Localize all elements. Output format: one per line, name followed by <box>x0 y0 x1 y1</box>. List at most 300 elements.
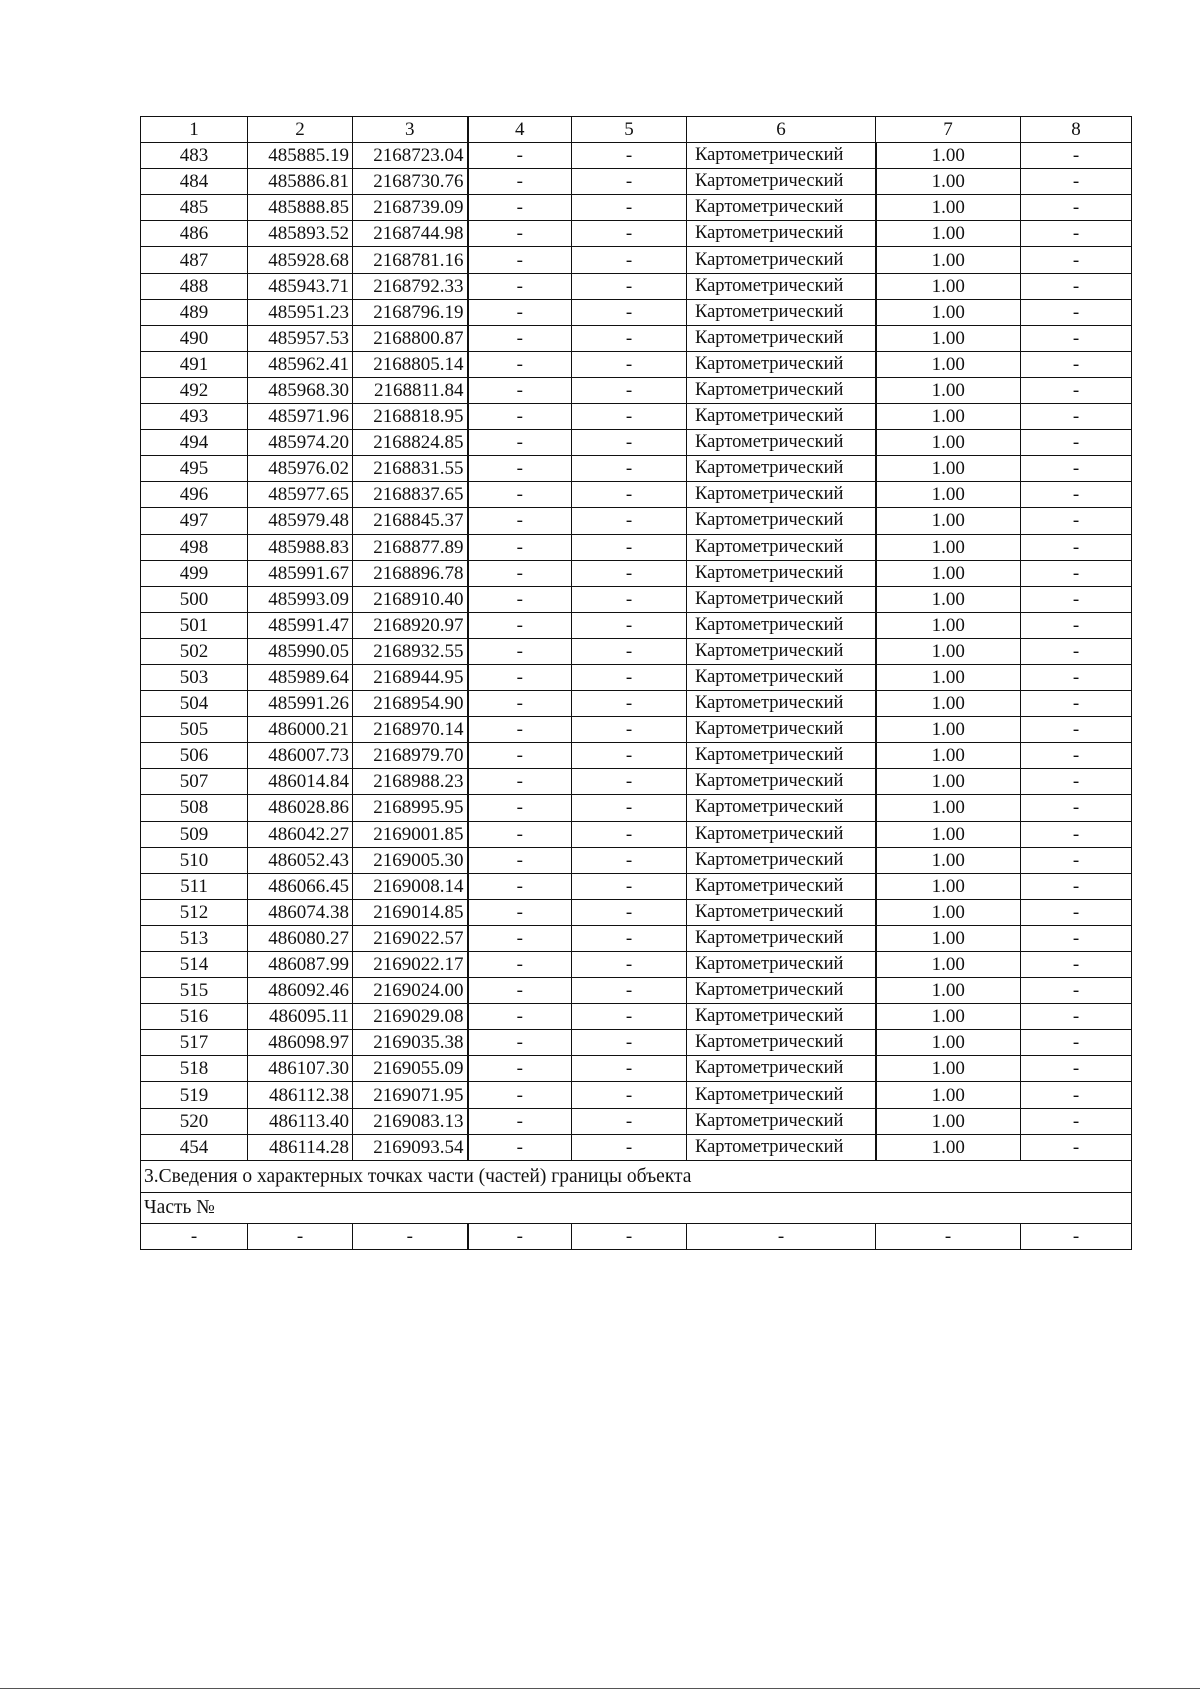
table-row <box>141 1004 1132 1030</box>
method-cell: Картометрический <box>687 351 876 377</box>
method-cell: Картометрический <box>687 795 876 821</box>
precision-cell: 1.00 <box>876 795 1021 821</box>
col-5-cell: - <box>572 717 687 743</box>
col-5-cell: - <box>572 325 687 351</box>
col-8-cell: - <box>1021 560 1132 586</box>
col-4-cell: - <box>468 1108 572 1134</box>
col-5-cell: - <box>572 1030 687 1056</box>
table-row <box>141 482 1132 508</box>
point-number-cell: 489 <box>141 299 248 325</box>
coord-x-cell: 486028.86 <box>248 795 353 821</box>
col-5-cell: - <box>572 482 687 508</box>
col-8-cell: - <box>1021 1108 1132 1134</box>
coord-y-cell: 2169001.85 <box>353 821 468 847</box>
col-4-cell: - <box>468 612 572 638</box>
col-5-cell: - <box>572 534 687 560</box>
precision-cell: 1.00 <box>876 664 1021 690</box>
precision-cell: 1.00 <box>876 769 1021 795</box>
method-cell: Картометрический <box>687 952 876 978</box>
col-5-cell: - <box>572 508 687 534</box>
method-cell: Картометрический <box>687 169 876 195</box>
coord-y-cell: 2169022.57 <box>353 925 468 951</box>
table-row <box>141 377 1132 403</box>
precision-cell: 1.00 <box>876 325 1021 351</box>
coord-y-cell: 2168811.84 <box>353 377 468 403</box>
method-cell: Картометрический <box>687 143 876 169</box>
precision-cell: 1.00 <box>876 1082 1021 1108</box>
col-4-cell: - <box>468 1030 572 1056</box>
col-5-cell: - <box>572 169 687 195</box>
precision-cell: 1.00 <box>876 195 1021 221</box>
coord-x-cell: 486114.28 <box>248 1134 353 1160</box>
col-4-cell: - <box>468 247 572 273</box>
coord-y-cell: 2168995.95 <box>353 795 468 821</box>
col-8-cell: - <box>1021 169 1132 195</box>
coord-x-cell: 486113.40 <box>248 1108 353 1134</box>
col-4-cell: - <box>468 847 572 873</box>
coord-y-cell: 2168824.85 <box>353 430 468 456</box>
method-cell: Картометрический <box>687 1108 876 1134</box>
col-8-cell: - <box>1021 769 1132 795</box>
method-cell: Картометрический <box>687 273 876 299</box>
col-8-cell: - <box>1021 612 1132 638</box>
coord-y-cell: 2169008.14 <box>353 873 468 899</box>
precision-cell: 1.00 <box>876 404 1021 430</box>
col-4-cell: - <box>468 586 572 612</box>
point-number-cell: 503 <box>141 664 248 690</box>
header-cell: 5 <box>572 117 687 143</box>
col-5-cell: - <box>572 195 687 221</box>
table-row <box>141 195 1132 221</box>
coord-x-cell: 485993.09 <box>248 586 353 612</box>
method-cell: Картометрический <box>687 847 876 873</box>
coord-x-cell: 485968.30 <box>248 377 353 403</box>
coord-x-cell: 486092.46 <box>248 978 353 1004</box>
coord-x-cell: 485885.19 <box>248 143 353 169</box>
col-8-cell: - <box>1021 586 1132 612</box>
col-4-cell: - <box>468 273 572 299</box>
point-number-cell: 504 <box>141 691 248 717</box>
table-row <box>141 1134 1132 1160</box>
precision-cell: 1.00 <box>876 1108 1021 1134</box>
coord-y-cell: 2169024.00 <box>353 978 468 1004</box>
col-4-cell: - <box>468 1056 572 1082</box>
precision-cell: 1.00 <box>876 560 1021 586</box>
precision-cell: 1.00 <box>876 169 1021 195</box>
col-4-cell: - <box>468 795 572 821</box>
col-5-cell: - <box>572 638 687 664</box>
col-4-cell: - <box>468 482 572 508</box>
col-5-cell: - <box>572 664 687 690</box>
col-4-cell: - <box>468 299 572 325</box>
table-row <box>141 273 1132 299</box>
coord-x-cell: 485991.67 <box>248 560 353 586</box>
coord-x-cell: 485888.85 <box>248 195 353 221</box>
method-cell: Картометрический <box>687 925 876 951</box>
header-row <box>141 117 1132 143</box>
precision-cell: 1.00 <box>876 586 1021 612</box>
col-8-cell: - <box>1021 795 1132 821</box>
method-cell: Картометрический <box>687 873 876 899</box>
table-row <box>141 430 1132 456</box>
col-4-cell: - <box>468 325 572 351</box>
part-cell: - <box>687 1223 876 1249</box>
method-cell: Картометрический <box>687 691 876 717</box>
table-row <box>141 952 1132 978</box>
col-4-cell: - <box>468 143 572 169</box>
coord-y-cell: 2169029.08 <box>353 1004 468 1030</box>
point-number-cell: 511 <box>141 873 248 899</box>
point-number-cell: 488 <box>141 273 248 299</box>
coord-x-cell: 485989.64 <box>248 664 353 690</box>
page-bottom-rule <box>0 1688 1200 1689</box>
part-cell: - <box>876 1223 1021 1249</box>
point-number-cell: 506 <box>141 743 248 769</box>
method-cell: Картометрический <box>687 560 876 586</box>
header-cell: 3 <box>353 117 468 143</box>
point-number-cell: 491 <box>141 351 248 377</box>
point-number-cell: 502 <box>141 638 248 664</box>
col-4-cell: - <box>468 169 572 195</box>
col-4-cell: - <box>468 899 572 925</box>
method-cell: Картометрический <box>687 1134 876 1160</box>
col-5-cell: - <box>572 691 687 717</box>
table-row <box>141 873 1132 899</box>
col-8-cell: - <box>1021 978 1132 1004</box>
table-row <box>141 638 1132 664</box>
table-row <box>141 925 1132 951</box>
coord-x-cell: 486080.27 <box>248 925 353 951</box>
method-cell: Картометрический <box>687 978 876 1004</box>
part-cell: - <box>353 1223 468 1249</box>
point-number-cell: 516 <box>141 1004 248 1030</box>
precision-cell: 1.00 <box>876 456 1021 482</box>
col-5-cell: - <box>572 612 687 638</box>
precision-cell: 1.00 <box>876 978 1021 1004</box>
col-8-cell: - <box>1021 1030 1132 1056</box>
coord-y-cell: 2169055.09 <box>353 1056 468 1082</box>
col-4-cell: - <box>468 925 572 951</box>
precision-cell: 1.00 <box>876 952 1021 978</box>
part-row <box>141 1223 1132 1249</box>
coord-x-cell: 486095.11 <box>248 1004 353 1030</box>
coord-y-cell: 2169035.38 <box>353 1030 468 1056</box>
col-4-cell: - <box>468 221 572 247</box>
section-row <box>141 1160 1132 1192</box>
table-row <box>141 769 1132 795</box>
col-8-cell: - <box>1021 482 1132 508</box>
point-number-cell: 485 <box>141 195 248 221</box>
col-5-cell: - <box>572 456 687 482</box>
precision-cell: 1.00 <box>876 143 1021 169</box>
point-number-cell: 497 <box>141 508 248 534</box>
method-cell: Картометрический <box>687 195 876 221</box>
coord-x-cell: 486014.84 <box>248 769 353 795</box>
precision-cell: 1.00 <box>876 1134 1021 1160</box>
method-cell: Картометрический <box>687 247 876 273</box>
col-8-cell: - <box>1021 743 1132 769</box>
precision-cell: 1.00 <box>876 534 1021 560</box>
coord-x-cell: 486107.30 <box>248 1056 353 1082</box>
coord-y-cell: 2168920.97 <box>353 612 468 638</box>
point-number-cell: 507 <box>141 769 248 795</box>
col-4-cell: - <box>468 456 572 482</box>
col-8-cell: - <box>1021 377 1132 403</box>
coord-x-cell: 485893.52 <box>248 221 353 247</box>
col-8-cell: - <box>1021 638 1132 664</box>
coord-y-cell: 2168730.76 <box>353 169 468 195</box>
coord-y-cell: 2168910.40 <box>353 586 468 612</box>
col-5-cell: - <box>572 377 687 403</box>
method-cell: Картометрический <box>687 899 876 925</box>
precision-cell: 1.00 <box>876 1030 1021 1056</box>
point-number-cell: 490 <box>141 325 248 351</box>
table-row <box>141 351 1132 377</box>
precision-cell: 1.00 <box>876 351 1021 377</box>
table-row <box>141 221 1132 247</box>
col-5-cell: - <box>572 899 687 925</box>
coord-x-cell: 485974.20 <box>248 430 353 456</box>
col-5-cell: - <box>572 1056 687 1082</box>
coord-y-cell: 2168877.89 <box>353 534 468 560</box>
col-5-cell: - <box>572 795 687 821</box>
table-row <box>141 612 1132 638</box>
col-5-cell: - <box>572 978 687 1004</box>
col-8-cell: - <box>1021 899 1132 925</box>
method-cell: Картометрический <box>687 482 876 508</box>
method-cell: Картометрический <box>687 221 876 247</box>
table-row <box>141 1030 1132 1056</box>
table-row <box>141 1082 1132 1108</box>
coord-y-cell: 2169083.13 <box>353 1108 468 1134</box>
table-row <box>141 691 1132 717</box>
coord-y-cell: 2169005.30 <box>353 847 468 873</box>
coord-x-cell: 486066.45 <box>248 873 353 899</box>
point-number-cell: 517 <box>141 1030 248 1056</box>
table-row <box>141 325 1132 351</box>
coord-y-cell: 2169093.54 <box>353 1134 468 1160</box>
col-5-cell: - <box>572 952 687 978</box>
point-number-cell: 486 <box>141 221 248 247</box>
coordinates-table <box>140 116 1132 1250</box>
col-8-cell: - <box>1021 1004 1132 1030</box>
point-number-cell: 505 <box>141 717 248 743</box>
col-4-cell: - <box>468 351 572 377</box>
point-number-cell: 499 <box>141 560 248 586</box>
point-number-cell: 454 <box>141 1134 248 1160</box>
table-row <box>141 717 1132 743</box>
point-number-cell: 518 <box>141 1056 248 1082</box>
point-number-cell: 519 <box>141 1082 248 1108</box>
precision-cell: 1.00 <box>876 717 1021 743</box>
method-cell: Картометрический <box>687 404 876 430</box>
point-number-cell: 509 <box>141 821 248 847</box>
coord-y-cell: 2168818.95 <box>353 404 468 430</box>
col-4-cell: - <box>468 1082 572 1108</box>
col-5-cell: - <box>572 247 687 273</box>
col-5-cell: - <box>572 430 687 456</box>
point-number-cell: 484 <box>141 169 248 195</box>
precision-cell: 1.00 <box>876 430 1021 456</box>
coord-y-cell: 2168954.90 <box>353 691 468 717</box>
precision-cell: 1.00 <box>876 743 1021 769</box>
col-4-cell: - <box>468 978 572 1004</box>
point-number-cell: 515 <box>141 978 248 1004</box>
table-row <box>141 586 1132 612</box>
col-5-cell: - <box>572 743 687 769</box>
method-cell: Картометрический <box>687 1030 876 1056</box>
col-8-cell: - <box>1021 247 1132 273</box>
coord-y-cell: 2169014.85 <box>353 899 468 925</box>
table-row <box>141 1056 1132 1082</box>
table-row <box>141 247 1132 273</box>
col-5-cell: - <box>572 1082 687 1108</box>
coord-x-cell: 485971.96 <box>248 404 353 430</box>
col-8-cell: - <box>1021 952 1132 978</box>
point-number-cell: 508 <box>141 795 248 821</box>
table-row <box>141 978 1132 1004</box>
header-cell: 7 <box>876 117 1021 143</box>
col-8-cell: - <box>1021 664 1132 690</box>
point-number-cell: 492 <box>141 377 248 403</box>
coord-x-cell: 486098.97 <box>248 1030 353 1056</box>
method-cell: Картометрический <box>687 430 876 456</box>
point-number-cell: 510 <box>141 847 248 873</box>
precision-cell: 1.00 <box>876 508 1021 534</box>
col-4-cell: - <box>468 691 572 717</box>
coord-x-cell: 485977.65 <box>248 482 353 508</box>
precision-cell: 1.00 <box>876 612 1021 638</box>
coord-x-cell: 486052.43 <box>248 847 353 873</box>
precision-cell: 1.00 <box>876 638 1021 664</box>
method-cell: Картометрический <box>687 534 876 560</box>
col-5-cell: - <box>572 143 687 169</box>
col-4-cell: - <box>468 769 572 795</box>
col-8-cell: - <box>1021 325 1132 351</box>
coord-y-cell: 2168796.19 <box>353 299 468 325</box>
coord-y-cell: 2168845.37 <box>353 508 468 534</box>
method-cell: Картометрический <box>687 612 876 638</box>
table-row <box>141 821 1132 847</box>
col-4-cell: - <box>468 1134 572 1160</box>
coord-x-cell: 486007.73 <box>248 743 353 769</box>
coord-y-cell: 2168723.04 <box>353 143 468 169</box>
part-cell: - <box>572 1223 687 1249</box>
point-number-cell: 514 <box>141 952 248 978</box>
col-8-cell: - <box>1021 1134 1132 1160</box>
coord-x-cell: 486112.38 <box>248 1082 353 1108</box>
header-cell: 2 <box>248 117 353 143</box>
coord-y-cell: 2168970.14 <box>353 717 468 743</box>
coord-x-cell: 485988.83 <box>248 534 353 560</box>
col-4-cell: - <box>468 195 572 221</box>
coord-y-cell: 2168896.78 <box>353 560 468 586</box>
section-title: 3.Сведения о характерных точках части (частей) границы объекта <box>141 1160 1132 1192</box>
coord-x-cell: 485991.26 <box>248 691 353 717</box>
point-number-cell: 512 <box>141 899 248 925</box>
coord-x-cell: 486087.99 <box>248 952 353 978</box>
col-8-cell: - <box>1021 508 1132 534</box>
col-5-cell: - <box>572 769 687 795</box>
method-cell: Картометрический <box>687 1082 876 1108</box>
method-cell: Картометрический <box>687 586 876 612</box>
point-number-cell: 513 <box>141 925 248 951</box>
col-8-cell: - <box>1021 351 1132 377</box>
col-8-cell: - <box>1021 273 1132 299</box>
col-5-cell: - <box>572 925 687 951</box>
coord-y-cell: 2168979.70 <box>353 743 468 769</box>
col-5-cell: - <box>572 821 687 847</box>
precision-cell: 1.00 <box>876 847 1021 873</box>
col-5-cell: - <box>572 299 687 325</box>
method-cell: Картометрический <box>687 743 876 769</box>
col-8-cell: - <box>1021 925 1132 951</box>
part-cell: - <box>141 1223 248 1249</box>
method-cell: Картометрический <box>687 456 876 482</box>
coord-y-cell: 2168988.23 <box>353 769 468 795</box>
coord-x-cell: 485979.48 <box>248 508 353 534</box>
part-label-row <box>141 1192 1132 1223</box>
col-4-cell: - <box>468 743 572 769</box>
col-4-cell: - <box>468 821 572 847</box>
coord-y-cell: 2168932.55 <box>353 638 468 664</box>
coord-x-cell: 485886.81 <box>248 169 353 195</box>
point-number-cell: 493 <box>141 404 248 430</box>
table-row <box>141 143 1132 169</box>
col-5-cell: - <box>572 560 687 586</box>
method-cell: Картометрический <box>687 769 876 795</box>
precision-cell: 1.00 <box>876 1004 1021 1030</box>
precision-cell: 1.00 <box>876 873 1021 899</box>
header-cell: 1 <box>141 117 248 143</box>
coord-y-cell: 2168781.16 <box>353 247 468 273</box>
col-5-cell: - <box>572 1004 687 1030</box>
col-8-cell: - <box>1021 1056 1132 1082</box>
header-cell: 8 <box>1021 117 1132 143</box>
col-8-cell: - <box>1021 430 1132 456</box>
col-8-cell: - <box>1021 404 1132 430</box>
table-row <box>141 299 1132 325</box>
col-8-cell: - <box>1021 847 1132 873</box>
precision-cell: 1.00 <box>876 691 1021 717</box>
method-cell: Картометрический <box>687 325 876 351</box>
coord-y-cell: 2168792.33 <box>353 273 468 299</box>
point-number-cell: 520 <box>141 1108 248 1134</box>
col-8-cell: - <box>1021 873 1132 899</box>
coord-y-cell: 2169022.17 <box>353 952 468 978</box>
precision-cell: 1.00 <box>876 377 1021 403</box>
col-8-cell: - <box>1021 534 1132 560</box>
col-8-cell: - <box>1021 1082 1132 1108</box>
coord-y-cell: 2168744.98 <box>353 221 468 247</box>
coord-x-cell: 485991.47 <box>248 612 353 638</box>
method-cell: Картометрический <box>687 377 876 403</box>
point-number-cell: 500 <box>141 586 248 612</box>
coord-y-cell: 2169071.95 <box>353 1082 468 1108</box>
table-row <box>141 404 1132 430</box>
coord-x-cell: 485957.53 <box>248 325 353 351</box>
coord-x-cell: 485990.05 <box>248 638 353 664</box>
part-cell: - <box>468 1223 572 1249</box>
col-5-cell: - <box>572 586 687 612</box>
coord-x-cell: 485928.68 <box>248 247 353 273</box>
table-body <box>141 117 1132 1250</box>
part-cell: - <box>1021 1223 1132 1249</box>
method-cell: Картометрический <box>687 638 876 664</box>
precision-cell: 1.00 <box>876 1056 1021 1082</box>
col-5-cell: - <box>572 273 687 299</box>
col-4-cell: - <box>468 1004 572 1030</box>
